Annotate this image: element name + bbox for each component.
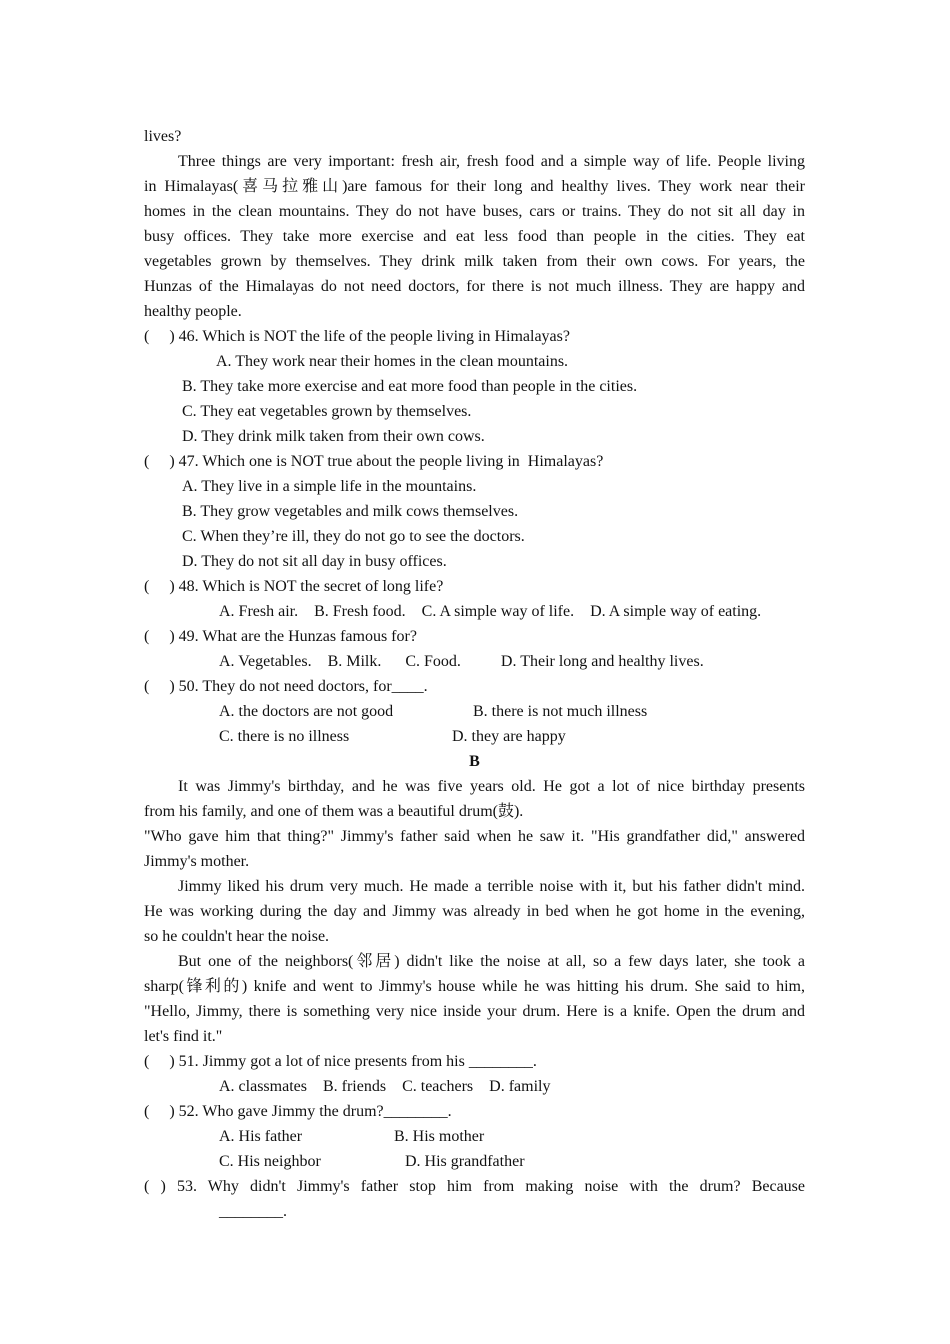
question-52-option-b: B. His mother <box>394 1128 485 1145</box>
question-50-option-d: D. they are happy <box>452 728 566 745</box>
question-51-options: A. classmates B. friends C. teachers D. family <box>219 1078 551 1095</box>
passage-a-line: homes in the clean mountains. They do not have buses, cars or trains. They do not sit all day in <box>144 203 805 220</box>
question-47-option-b: B. They grow vegetables and milk cows themselves. <box>182 503 519 520</box>
question-50-option-b: B. there is not much illness <box>473 703 648 720</box>
passage-a-line: Hunzas of the Himalayas do not need doctors, for there is not much illness. They are happy and <box>144 278 805 295</box>
question-50-stem: ( ) 50. They do not need doctors, for____. <box>144 678 428 695</box>
question-46-stem: ( ) 46. Which is NOT the life of the people living in Himalayas? <box>144 328 570 345</box>
passage-b-line: It was Jimmy's birthday, and he was five years old. He got a lot of nice birthday presents <box>178 778 805 795</box>
question-48-options: A. Fresh air. B. Fresh food. C. A simple way of life. D. A simple way of eating. <box>219 603 762 620</box>
question-47-option-c: C. When they’re ill, they do not go to see the doctors. <box>182 528 525 545</box>
question-50-option-a: A. the doctors are not good <box>219 703 394 720</box>
question-49-options: A. Vegetables. B. Milk. C. Food. D. Their long and healthy lives. <box>219 653 704 670</box>
question-50-option-c: C. there is no illness <box>219 728 350 745</box>
question-46-option-d: D. They drink milk taken from their own cows. <box>182 428 485 445</box>
passage-b-line: so he couldn't hear the noise. <box>144 928 330 945</box>
passage-a-line: lives? <box>144 128 182 145</box>
question-53-stem: ( ) 53. Why didn't Jimmy's father stop him from making noise with the drum? Because <box>144 1178 805 1195</box>
question-52-options-row <box>144 1124 805 1149</box>
question-50-options-row <box>144 699 805 724</box>
page-content <box>144 124 805 1224</box>
question-52-option-d: D. His grandfather <box>405 1153 525 1170</box>
passage-b-line: sharp(锋利的) knife and went to Jimmy's house while he was hitting his drum. She said to him, <box>144 978 805 995</box>
question-46-option-b: B. They take more exercise and eat more food than people in the cities. <box>182 378 638 395</box>
passage-b-line: from his family, and one of them was a beautiful drum(鼓). <box>144 803 524 820</box>
passage-b-line: But one of the neighbors(邻居) didn't like the noise at all, so a few days later, she took a <box>178 953 805 970</box>
question-52-stem: ( ) 52. Who gave Jimmy the drum?________. <box>144 1103 452 1120</box>
question-52-option-a: A. His father <box>219 1128 303 1145</box>
passage-a-line: Three things are very important: fresh air, fresh food and a simple way of life. People living <box>178 153 805 170</box>
question-47-option-a: A. They live in a simple life in the mountains. <box>182 478 477 495</box>
question-47-option-d: D. They do not sit all day in busy offices. <box>182 553 447 570</box>
question-48-stem: ( ) 48. Which is NOT the secret of long life? <box>144 578 444 595</box>
passage-b-line: He was working during the day and Jimmy was already in bed when he got home in the evening, <box>144 903 805 920</box>
question-50-options-row <box>144 724 805 749</box>
question-46-option-c: C. They eat vegetables grown by themselves. <box>182 403 472 420</box>
question-47-stem: ( ) 47. Which one is NOT true about the people living in Himalayas? <box>144 453 604 470</box>
question-46-option-a: A. They work near their homes in the clean mountains. <box>216 353 569 370</box>
question-51-stem: ( ) 51. Jimmy got a lot of nice presents from his ________. <box>144 1053 537 1070</box>
passage-a-line: busy offices. They take more exercise and eat less food than people in the cities. They eat <box>144 228 805 245</box>
question-49-stem: ( ) 49. What are the Hunzas famous for? <box>144 628 417 645</box>
question-52-options-row <box>144 1149 805 1174</box>
passage-a-line: healthy people. <box>144 303 242 320</box>
passage-a-line: vegetables grown by themselves. They drink milk taken from their own cows. For years, the <box>144 253 805 270</box>
passage-a-line: in Himalayas(喜马拉雅山)are famous for their long and healthy lives. They work near their <box>144 178 805 195</box>
passage-b-line: let's find it." <box>144 1028 223 1045</box>
section-b-heading: B <box>469 753 480 770</box>
passage-b-line: Jimmy's mother. <box>144 853 250 870</box>
passage-b-line: "Who gave him that thing?" Jimmy's father said when he saw it. "His grandfather did," answered <box>144 828 805 845</box>
passage-b-line: "Hello, Jimmy, there is something very nice inside your drum. Here is a knife. Open the drum and <box>144 1003 805 1020</box>
passage-b-line: Jimmy liked his drum very much. He made a terrible noise with it, but his father didn't mind. <box>178 878 805 895</box>
question-52-option-c: C. His neighbor <box>219 1153 321 1170</box>
question-53-continuation: ________. <box>219 1203 287 1220</box>
